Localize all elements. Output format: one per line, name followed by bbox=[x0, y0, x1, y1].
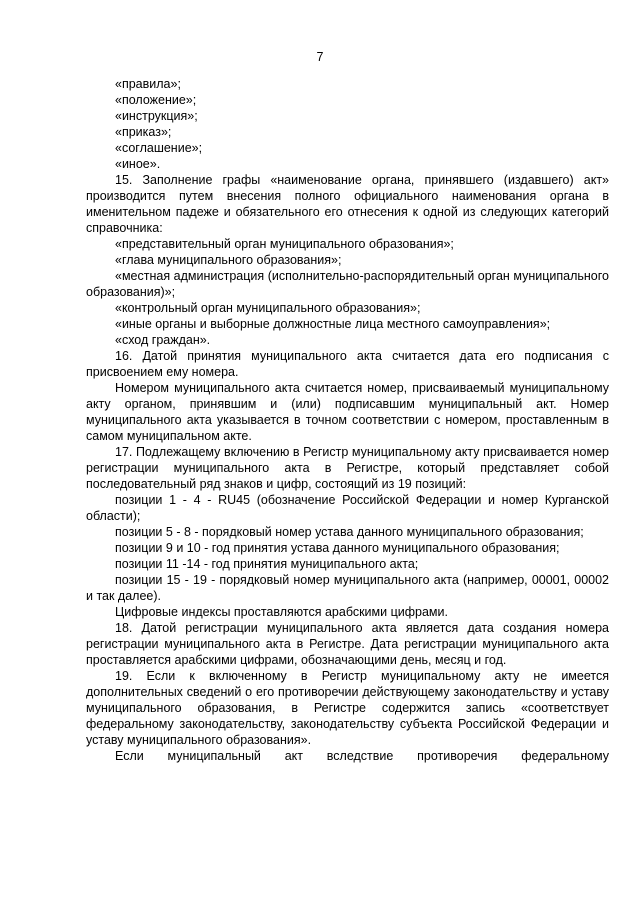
paragraph: «правила»; bbox=[115, 77, 181, 91]
paragraph: «инструкция»; bbox=[115, 109, 198, 123]
paragraph: «иное». bbox=[115, 157, 161, 171]
document-body bbox=[86, 76, 609, 764]
paragraph: позиции 5 - 8 - порядковый номер устава данного муниципального образования; bbox=[115, 525, 584, 539]
paragraph: позиции 1 - 4 - RU45 (обозначение Российской Федерации и номер Курганской области); bbox=[86, 493, 609, 523]
paragraph: «глава муниципального образования»; bbox=[115, 253, 342, 267]
paragraph: позиции 15 - 19 - порядковый номер муниципального акта (например, 00001, 00002 и так далее). bbox=[86, 573, 609, 603]
page-number: 7 bbox=[316, 50, 324, 64]
paragraph: «сход граждан». bbox=[115, 333, 211, 347]
paragraph: «приказ»; bbox=[115, 125, 172, 139]
paragraph: «представительный орган муниципального образования»; bbox=[115, 237, 454, 251]
paragraph: 18. Датой регистрации муниципального акта является дата создания номера регистрации муниципального акта в Регистре. Дата регистрации муниципального акта проставляется арабскими цифрами, обозначающими день, месяц и год. bbox=[86, 621, 609, 667]
paragraph: 17. Подлежащему включению в Регистр муниципальному акту присваивается номер регистрации муниципального акта в Регистре, который представляет собой последовательный ряд знаков и цифр, состоящий из 19 позиций: bbox=[86, 445, 609, 491]
paragraph: 15. Заполнение графы «наименование органа, принявшего (издавшего) акт» производится путем внесения полного официального наименования органа в именительном падеже и обязательного его отнесения к одной из следующих категорий справочника: bbox=[86, 173, 609, 235]
paragraph: Номером муниципального акта считается номер, присваиваемый муниципальному акту органом, принявшим и (или) подписавшим муниципальный акт. Номер муниципального акта указывается в точном соответствии с номером, проставленным в самом муниципальном акте. bbox=[86, 381, 609, 443]
paragraph: «положение»; bbox=[115, 93, 197, 107]
paragraph: Если муниципальный акт вследствие противоречия федеральному bbox=[115, 749, 609, 763]
paragraph: 19. Если к включенному в Регистр муниципальному акту не имеется дополнительных сведений о его противоречии действующему законодательству и уставу муниципального образования, в Регистре содержится запись «соответствует федеральному законодательству, законодательству субъекта Российской Федерации и уставу муниципального образования». bbox=[86, 669, 609, 747]
paragraph: «соглашение»; bbox=[115, 141, 203, 155]
paragraph: «иные органы и выборные должностные лица местного самоуправления»; bbox=[115, 317, 551, 331]
paragraph: 16. Датой принятия муниципального акта считается дата его подписания с присвоением ему номера. bbox=[86, 349, 609, 379]
paragraph: позиции 11 -14 - год принятия муниципального акта; bbox=[115, 557, 419, 571]
paragraph: Цифровые индексы проставляются арабскими цифрами. bbox=[115, 605, 448, 619]
paragraph: «контрольный орган муниципального образования»; bbox=[115, 301, 421, 315]
paragraph: «местная администрация (исполнительно-распорядительный орган муниципального образования)»; bbox=[86, 269, 609, 299]
paragraph: позиции 9 и 10 - год принятия устава данного муниципального образования; bbox=[115, 541, 560, 555]
